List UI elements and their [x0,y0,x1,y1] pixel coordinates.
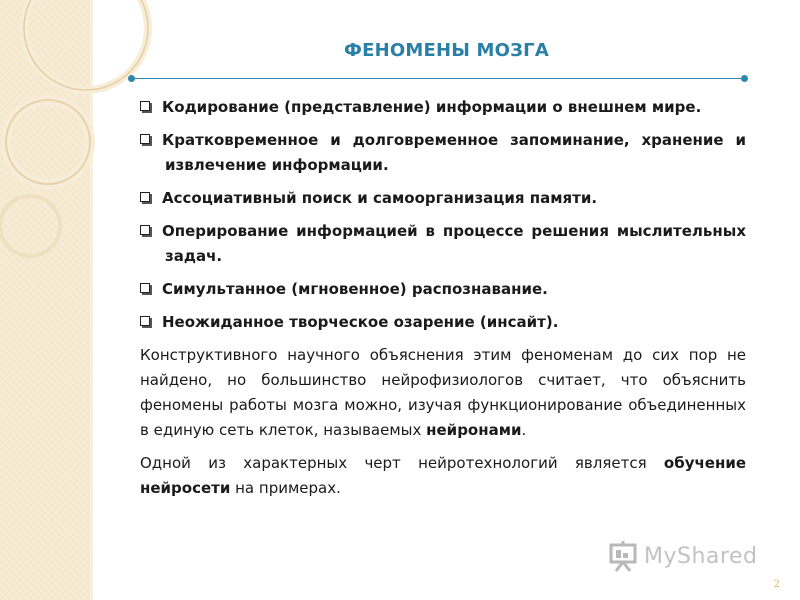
divider-line [132,78,744,79]
phenomena-list [140,95,746,335]
slide-content [140,95,746,509]
list-item [140,95,746,120]
list-item-text: Оперирование информацией в процессе решения мыслительных задач. [162,222,746,265]
list-item [140,277,746,302]
list-item-text: Кодирование (представление) информации о внешнем мире. [162,98,702,116]
list-item-text: Неожиданное творческое озарение (инсайт). [162,313,559,331]
checkbox-square-icon [140,101,152,113]
list-item-text: Кратковременное и долговременное запоминание, хранение и извлечение информации. [162,131,746,174]
list-item-text: Симультанное (мгновенное) распознавание. [162,280,548,298]
paragraph-text: Одной из характерных черт нейротехнологий является [140,454,664,472]
divider-dot-right [741,75,748,82]
bold-term-neurons: нейронами [426,421,522,439]
bold-term-network-training: обучение нейросети [140,454,746,497]
paragraph-text-end: . [521,421,527,439]
decorative-circles-icon [0,0,160,260]
list-item [140,310,746,335]
title-divider [128,75,748,83]
learning-paragraph [140,451,746,501]
watermark-text: MyShared [644,543,758,569]
slide-title: ФЕНОМЕНЫ МОЗГА [344,40,549,61]
list-item [140,186,746,211]
paragraph-text-end: на примерах. [230,479,341,497]
checkbox-square-icon [140,283,152,295]
list-item-text: Ассоциативный поиск и самоорганизация памяти. [162,189,598,207]
explanation-paragraph [140,343,746,443]
list-item [140,128,746,178]
checkbox-square-icon [140,192,152,204]
checkbox-square-icon [140,134,152,146]
presentation-board-icon [608,540,638,572]
checkbox-square-icon [140,225,152,237]
slide-number: 2 [773,579,780,590]
checkbox-square-icon [140,316,152,328]
paragraph-text: Конструктивного научного объяснения этим феноменам до сих пор не найдено, но большинство нейрофизиологов считает, что объяснить феномены работы мозга можно, изучая функционирование объединенных в единую сеть клеток, называемых [140,346,746,439]
watermark [608,538,757,574]
list-item [140,219,746,269]
